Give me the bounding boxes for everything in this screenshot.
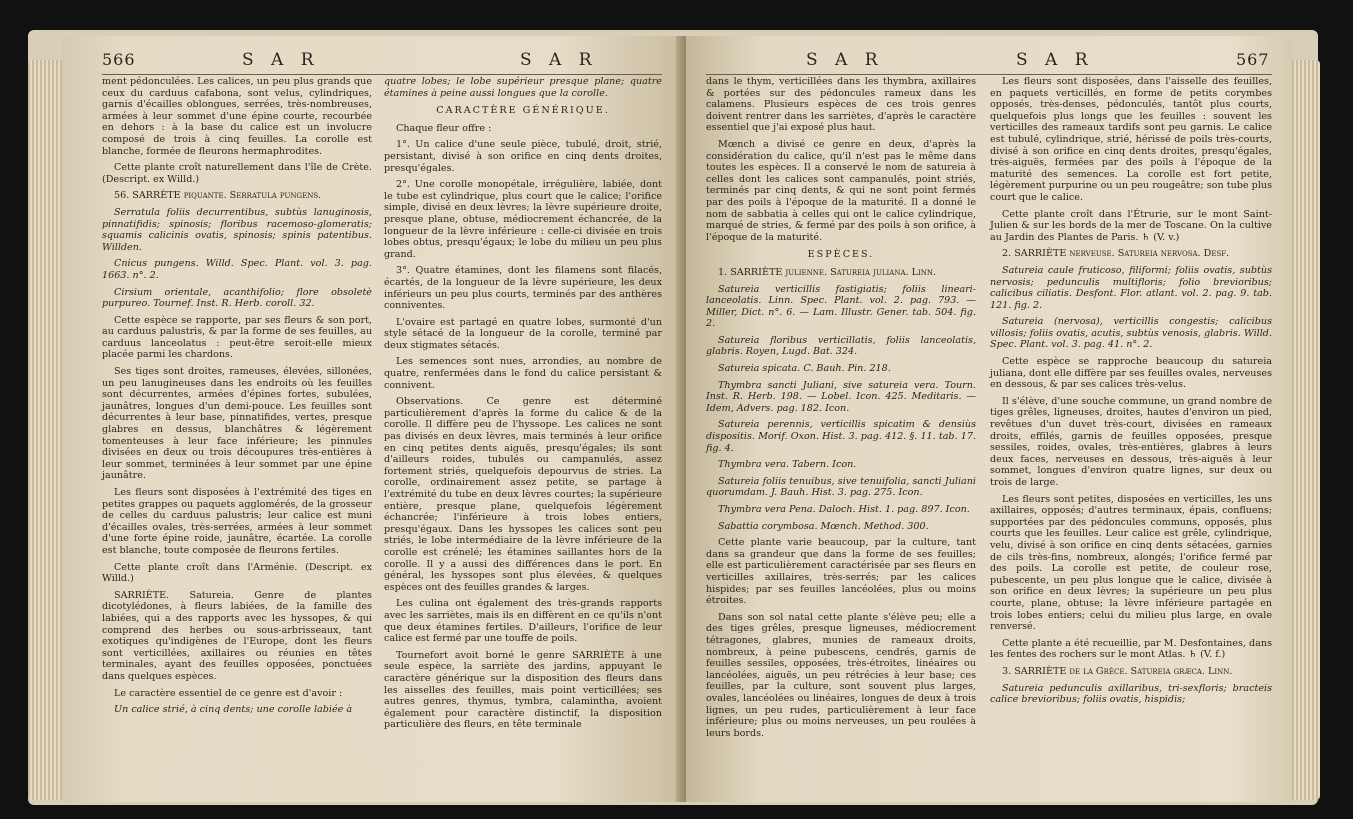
paragraph: 2°. Une corolle monopétale, irrégulière, labiée, dont le tube est cylindrique, plus court que le calice; l'orifice simple, divisé en deux lèvres; la lèvre supérieure droite, presque plane, obtuse, médiocrement échancrée, de la longueur de la lèvre inférieure : celle-ci divisée en trois lobes obtus, presqu'égaux; le lobe du milieu un peu plus grand.	[384, 179, 662, 260]
species-heading: 56. SARRÈTE piquante. Serratula pungens.	[114, 190, 322, 202]
paragraph: Cette plante a été recueillie, par M. Desfontaines, dans les fentes des rochers sur le mont Atlas. ♄ (V. f.)	[990, 637, 1272, 661]
text-column-right	[384, 76, 662, 736]
synonym: Satureia caule fruticoso, filiformi; foliis ovatis, subtùs nervosis; pedunculis multifloris; folio brevioribus; calicibus ciliatis. Desfont. Flor. atlant. vol. 2. pag. 9. tab. 121. fig. 2.	[990, 264, 1272, 311]
header-rule	[102, 74, 662, 75]
paragraph: Les semences sont nues, arrondies, au nombre de quatre, renfermées dans le fond du calice persistant & connivent.	[384, 356, 662, 391]
synonym: Thymbra sancti Juliani, sive satureia vera. Tourn. Inst. R. Herb. 198. — Lobel. Icon. 425. Meditaris. — Idem, Advers. pag. 182. Icon.	[706, 379, 976, 414]
synonym: Satureia foliis tenuibus, sive tenuifolia, sancti Juliani quorumdam. J. Bauh. Hist. 3. pag. 275. Icon.	[706, 475, 976, 499]
right-page	[686, 36, 1292, 802]
synonym: Satureia perennis, verticillis spicatim & densiùs dispositis. Morif. Oxon. Hist. 3. pag. 412. §. 11. tab. 17. fig. 4.	[706, 419, 976, 454]
paragraph: ment pédonculées. Les calices, un peu plus grands que ceux du carduus cafabona, sont velus, cylindriques, garnis d'écailles oblongues, serrées, très-nombreuses, armées à leur sommet d'une épine courte, recourbée en dehors : à la base du calice est un involucre composé de trois à cinq feuilles. La corolle est blanche, formée de fleurons hermaphrodites.	[102, 76, 372, 157]
synonym: Satureia pedunculis axillaribus, tri-sexfloris; bracteis calice brevioribus; foliis ovatis, hispidis;	[990, 682, 1272, 706]
running-head: S A R	[242, 50, 320, 70]
synonym: Satureia (nervosa), verticillis congestis; calicibus villosis; foliis ovatis, acutis, subtùs venosis, glabris. Willd. Spec. Plant. vol. 3. pag. 41. n°. 2.	[990, 316, 1272, 351]
paragraph: Les fleurs sont petites, disposées en verticilles, les uns axillaires, opposés; d'autres terminaux, épais, confluens; supportées par des pédoncules communs, opposés, plus courts que les feuilles. Leur calice est grêle, cylindrique, velu, divisé à son orifice en cinq dents sétacées, garnies de cils très-fins, nombreux, alongés; l'orifice fermé par des poils. La corolle est petite, de couleur rose, pubescente, un peu plus longue que le calice, divisée à son orifice en deux lèvres; la supérieure un peu plus courte, plane, obtuse; la lèvre inférieure partagée en trois lobes entiers; celui du milieu plus large, en ovale renversé.	[990, 493, 1272, 633]
page-number: 567	[1236, 50, 1270, 69]
synonym: Satureia floribus verticillatis, foliis lanceolatis, glabris. Royen, Lugd. Bat. 324.	[706, 334, 976, 358]
paragraph: Les fleurs sont disposées à l'extrémité des tiges en petites grappes ou paquets agglomérés, de la grosseur de celles du carduus palustris; leur calice est muni d'écailles ovales, très-serrées, armées à leur sommet d'une forte épine roide, jaunâtre, écartée. La corolle est blanche, toute composée de fleurons fertiles.	[102, 487, 372, 556]
text-column-left	[706, 76, 976, 744]
paragraph: Le caractère essentiel de ce genre est d'avoir :	[114, 687, 343, 699]
paragraph: Les fleurs sont disposées, dans l'aisselle des feuilles, en paquets verticillés, en forme de petits corymbes opposés, très-denses, pédonculés, tantôt plus courts, quelquefois plus longs que les feuilles : souvent les verticilles des rameaux tardifs sont peu garnis. Le calice est tubulé, cylindrique, strié, hérissé de poils très-courts, divisé à son orifice en cinq dents droites, presqu'égales, très-aiguës, fermées par des poils à l'époque de la maturité des semences. La corolle est fort petite, légèrement purpurine ou un peu rougeâtre; son tube plus court que le calice.	[990, 76, 1272, 203]
paragraph: Cette plante croît dans l'Étrurie, sur le mont Saint-Julien & sur les bords de la mer de Toscane. On la cultive au Jardin des Plantes de Paris. ♄ (V. v.)	[990, 208, 1272, 243]
synonym: Cirsium orientale, acanthifolio; flore obsoletè purpureo. Tournef. Inst. R. Herb. coroll. 32.	[102, 286, 372, 310]
paragraph: Dans son sol natal cette plante s'élève peu; elle a des tiges grêles, presque ligneuses, médiocrement tétragones, glabres, munies de rameaux droits, nombreux, à peine pubescens, cendrés, garnis de feuilles sessiles, opposées, très-étroites, linéaires ou lancéolées, aiguës, un peu rétrécies à leur base; ces feuilles, par la culture, sont souvent plus larges, ovales, lancéolées ou linéaires, longues de deux à trois lignes, un peu rudes, particulièrement à leur face inférieure; plus ou moins nerveuses, un peu roulées à leurs bords.	[706, 611, 976, 739]
section-heading: ESPÈCES.	[807, 249, 875, 261]
synonym: Thymbra vera Pena. Daloch. Hist. 1. pag. 897. Icon.	[718, 504, 970, 515]
paragraph: Cette espèce se rapporte, par ses fleurs & son port, au carduus palustris, & par la forme de ses feuilles, au carduus lanceolatus : peut-être seroit-elle mieux placée parmi les chardons.	[102, 314, 372, 361]
paragraph: quatre lobes; le lobe supérieur presque plane; quatre étamines à peine aussi longues que la corolle.	[384, 76, 662, 99]
paragraph: L'ovaire est partagé en quatre lobes, surmonté d'un style sétacé de la longueur de la corolle, terminé par deux stigmates sétacés.	[384, 316, 662, 351]
paragraph: Ses tiges sont droites, rameuses, élevées, sillonées, un peu lanugineuses dans les endroits où les feuilles sont décurrentes, armées d'épines fortes, subulées, jaunâtres, longues d'un demi-pouce. Les feuilles sont décurrentes à leur base, pinnatifides, vertes, presque glabres en dessus, blanchâtres & légèrement tomenteuses à leur face inférieure; les pinnules divisées en deux ou trois découpures très-entières à leur sommet, terminées à leur sommet par une épine jaunâtre.	[102, 366, 372, 482]
paragraph: dans le thym, verticillées dans les thymbra, axillaires & portées sur des pédoncules rameux dans les calamens. Plusieurs espèces de ces trois genres doivent rentrer dans les sarriètes, d'après le caractère essentiel que j'ai exposé plus haut.	[706, 76, 976, 134]
genus-heading: SARRIÈTE. Satureia. Genre de plantes dicotylédones, à fleurs labiées, de la famille des labiées, qui a des rapports avec les hyssopes, & qui comprend des herbes ou sous-arbrisseaux, tant exotiques qu'indigènes de l'Europe, dont les fleurs sont verticillées, axillaires ou réunies en têtes terminales, ayant des feuilles opposées, ponctuées dans quelques espèces.	[102, 589, 372, 682]
synonym: Thymbra vera. Tabern. Icon.	[718, 459, 857, 471]
species-heading: 2. SARRIÈTE nerveuse. Satureia nervosa. Desf.	[1002, 248, 1230, 260]
synonym: Satureia spicata. C. Bauh. Pin. 218.	[718, 363, 891, 375]
paragraph: Cette plante croît naturellement dans l'île de Crète. (Descript. ex Willd.)	[102, 162, 372, 185]
running-head: S A R	[806, 50, 884, 70]
paragraph: 1°. Un calice d'une seule pièce, tubulé, droit, strié, persistant, divisé à son orifice en cinq dents droites, presqu'égales.	[384, 139, 662, 174]
paragraph: Il s'élève, d'une souche commune, un grand nombre de tiges grêles, ligneuses, droites, hautes d'environ un pied, revêtues d'un duvet très-court, divisées en rameaux droits, effilés, garnis de feuilles opposées, presque sessiles, roides, ovales, très-entières, glabres à leurs deux faces, nerveuses en dessous, très-aiguës à leur sommet, longues d'environ quatre lignes, sur deux ou trois de large.	[990, 395, 1272, 488]
text-column-right	[990, 76, 1272, 711]
synonym: Satureia verticillis fastigiatis; foliis lineari-lanceolatis. Linn. Spec. Plant. vol. 2. pag. 793. — Miller, Dict. n°. 6. — Lam. Illustr. Gener. tab. 504. fig. 2.	[706, 283, 976, 330]
page-number: 566	[102, 50, 136, 69]
text-column-left	[102, 76, 372, 721]
paragraph: Observations. Ce genre est déterminé particulièrement d'après la forme du calice & de la corolle. Il diffère peu de l'hyssope. Les calices ne sont pas divisés en deux lèvres, mais terminés à leur orifice en cinq petites dents aiguës, presqu'égales; ils sont d'ailleurs roides, tubulés ou campanulés, assez fortement striés, quelquefois depourvus de stries. La corolle, ordinairement assez petite, se partage à l'extrémité du tube en deux lèvres courtes; la supérieure entière, presque plane, quelquefois légèrement échancrée; l'inférieure à trois lobes entiers, presqu'égaux. Dans les hyssopes les calices sont peu striés, le lobe intermédiaire de la lèvre inférieure de la corolle est crénelé; les étamines saillantes hors de la corolle. Il y a aussi des différences dans le port. En général, les hyssopes sont plus élevées, & quelques espèces ont des feuilles grandes & larges.	[384, 396, 662, 593]
paragraph: Chaque fleur offre :	[396, 122, 492, 134]
paragraph: Tournefort avoit borné le genre SARRIÈTE à une seule espèce, la sarriète des jardins, appuyant le caractère générique sur la disposition des fleurs dans les aisselles des feuilles, mais point verticillées; ses autres genres, thymus, tymbra, calamintha, avoient également pour caractère distinctif, la disposition particulière des fleurs, en tête terminale	[384, 649, 662, 731]
left-page	[62, 36, 684, 802]
paragraph: Mœnch a divisé ce genre en deux, d'après la considération du calice, qu'il n'est pas le même dans toutes les espèces. Il a conservé le nom de satureia à celles dont les calices sont campanulés, point striés, terminés par cinq dents, & qui ne sont point fermés par des poils à l'époque de la maturité. Il a donné le nom de sabbatia à celles qui ont le calice cylindrique, marqué de stries, & fermé par des poils à son orifice, à l'époque de la maturité.	[706, 138, 976, 243]
running-head: S A R	[520, 50, 598, 70]
paragraph: Les culina ont également des très-grands rapports avec les sarriètes, mais ils en diffèrent en ce qu'ils n'ont que deux étamines fertiles. D'ailleurs, l'orifice de leur calice est fermé par une touffe de poils.	[384, 598, 662, 645]
species-heading: 3. SARRIÈTE de la Grèce. Satureia græca. Linn.	[1002, 665, 1233, 677]
species-heading: 1. SARRIÈTE julienne. Satureia juliana. Linn.	[718, 266, 937, 278]
paragraph: 3°. Quatre étamines, dont les filamens sont filacés, écartés, de la longueur de la lèvre supérieure, les deux inférieurs un peu plus courts, terminés par des anthères conniventes.	[384, 265, 662, 312]
running-head: S A R	[1016, 50, 1094, 70]
paragraph: Cette plante varie beaucoup, par la culture, tant dans sa grandeur que dans la forme de ses feuilles; elle est particulièrement caractérisée par ses fleurs en verticilles axillaires, très-serrés; par les calices hispides; par ses feuilles lancéolées, plus ou moins étroites.	[706, 537, 976, 607]
paragraph: Un calice strié, à cinq dents; une corolle labiée à	[114, 704, 353, 716]
header-rule	[706, 74, 1272, 75]
paragraph: Cette espèce se rapproche beaucoup du satureia juliana, dont elle diffère par ses feuilles ovales, nerveuses en dessous, & par ses calices très-velus.	[990, 356, 1272, 391]
paragraph: Cette plante croît dans l'Arménie. (Descript. ex Willd.)	[102, 561, 372, 585]
right-page-edges	[1290, 60, 1320, 800]
synonym: Serratula foliis decurrentibus, subtùs lanuginosis, pinnatifidis; spinosis; floribus racemoso-glomeratis; squamis calicinis ovatis, spinosis; spinis patentibus. Willden.	[102, 206, 372, 253]
section-heading: CARACTÈRE GÉNÉRIQUE.	[436, 105, 610, 117]
synonym: Cnicus pungens. Willd. Spec. Plant. vol. 3. pag. 1663. n°. 2.	[102, 258, 372, 281]
synonym: Sabattia corymbosa. Mœnch. Method. 300.	[718, 520, 929, 532]
